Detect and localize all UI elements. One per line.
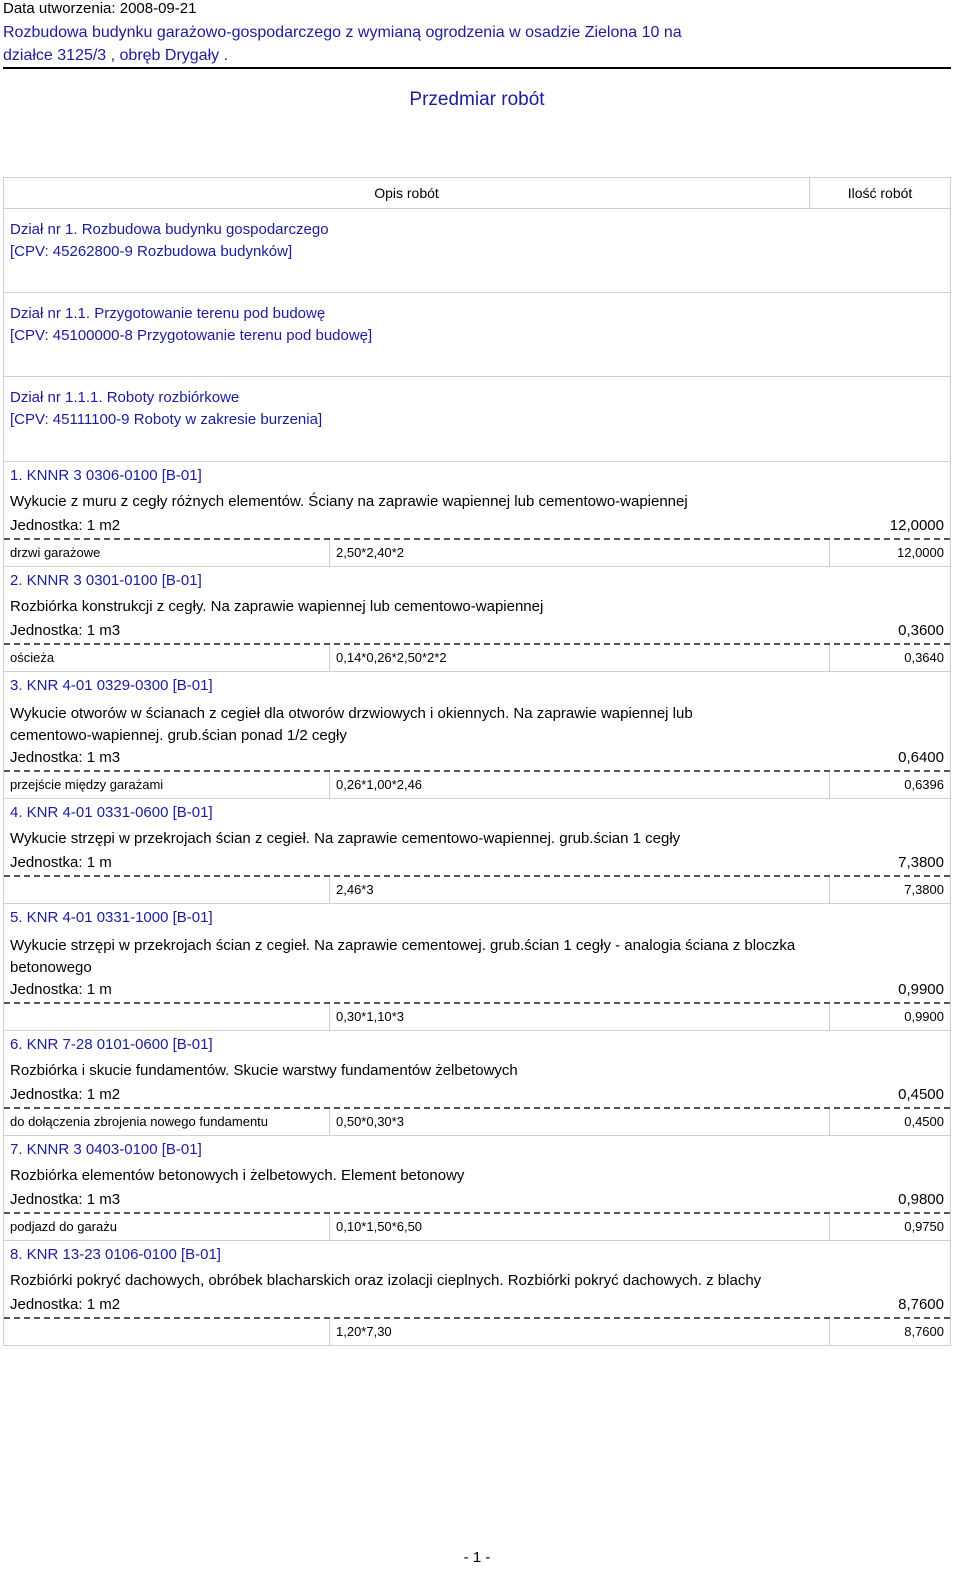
page-number: - 1 - <box>463 1549 491 1566</box>
section-row <box>4 293 950 377</box>
work-item-code: 6. KNR 7-28 0101-0600 [B-01] <box>10 1036 213 1053</box>
work-item-unit-row <box>4 1294 950 1319</box>
work-item-quantity: 0,3600 <box>898 622 944 639</box>
section-title: Dział nr 1.1.1. Roboty rozbiórkowe <box>10 389 240 406</box>
work-item-unit-row <box>4 747 950 772</box>
work-item-quantity: 8,7600 <box>898 1296 944 1313</box>
calculation-row <box>4 772 950 798</box>
work-item-unit: Jednostka: 1 m3 <box>10 622 121 639</box>
calculation-formula: 0,10*1,50*6,50 <box>329 1214 829 1240</box>
calculation-formula: 0,14*0,26*2,50*2*2 <box>329 645 829 671</box>
work-item-unit-row <box>4 1084 950 1109</box>
work-item-quantity: 0,9900 <box>898 981 944 998</box>
creation-date: Data utworzenia: 2008-09-21 <box>3 0 197 17</box>
work-item-unit: Jednostka: 1 m3 <box>10 749 121 766</box>
calculation-row <box>4 1109 950 1135</box>
calculation-value: 12,0000 <box>829 540 950 566</box>
work-item <box>4 1241 950 1345</box>
calculation-value: 0,4500 <box>829 1109 950 1135</box>
section-title: Dział nr 1.1. Przygotowanie terenu pod budowę <box>10 305 326 322</box>
project-title-line1: Rozbudowa budynku garażowo-gospodarczego z wymianą ogrodzenia w osadzie Zielona 10 na <box>3 24 682 41</box>
calculation-row <box>4 1214 950 1240</box>
calculation-formula: 2,50*2,40*2 <box>329 540 829 566</box>
section-cpv: [CPV: 45262800-9 Rozbudowa budynków] <box>10 243 293 260</box>
work-item-quantity: 7,3800 <box>898 854 944 871</box>
work-item-description: Rozbiórka elementów betonowych i żelbetowych. Element betonowy <box>10 1167 465 1184</box>
calculation-value: 0,3640 <box>829 645 950 671</box>
work-item-unit-row <box>4 620 950 645</box>
work-item-description: Wykucie otworów w ścianach z cegieł dla otworów drzwiowych i okiennych. Na zaprawie wapiennej lub cementowo-wapiennej. grub.ścian ponad 1/2 cegły <box>10 705 693 744</box>
calculation-row <box>4 645 950 671</box>
calculation-value: 8,7600 <box>829 1319 950 1345</box>
work-item-description: Wykucie strzępi w przekrojach ścian z cegieł. Na zaprawie cementowej. grub.ścian 1 cegły - analogia ściana z bloczka betonowego <box>10 937 796 976</box>
calculation-value: 0,9900 <box>829 1004 950 1030</box>
project-title-line2: działce 3125/3 , obręb Drygały . <box>3 47 229 64</box>
work-item-unit-row <box>4 852 950 877</box>
bill-of-quantities-table <box>3 177 951 1346</box>
work-item-code: 8. KNR 13-23 0106-0100 [B-01] <box>10 1246 221 1263</box>
work-item-description: Rozbiórka konstrukcji z cegły. Na zaprawie wapiennej lub cementowo-wapiennej <box>10 598 544 615</box>
section-row <box>4 377 950 462</box>
calculation-formula: 0,26*1,00*2,46 <box>329 772 829 798</box>
work-item-description: Wykucie strzępi w przekrojach ścian z cegieł. Na zaprawie cementowo-wapiennej. grub.ścian 1 cegły <box>10 830 681 847</box>
calculation-formula: 0,30*1,10*3 <box>329 1004 829 1030</box>
work-item-unit: Jednostka: 1 m <box>10 981 112 998</box>
section-cpv: [CPV: 45100000-8 Przygotowanie terenu pod budowę] <box>10 327 373 344</box>
work-item-unit-row <box>4 515 950 540</box>
section-row <box>4 209 950 293</box>
column-header-description: Opis robót <box>4 178 810 208</box>
table-header <box>4 178 950 209</box>
work-item <box>4 1031 950 1136</box>
calculation-name: do dołączenia zbrojenia nowego fundamentu <box>10 1114 269 1129</box>
work-item-unit-row <box>4 979 950 1004</box>
work-item-description: Rozbiórki pokryć dachowych, obróbek blacharskich oraz izolacji cieplnych. Rozbiórki pokryć dachowych. z blachy <box>10 1272 762 1289</box>
work-item <box>4 904 950 1031</box>
calculation-row <box>4 877 950 903</box>
calculation-row <box>4 1004 950 1030</box>
calculation-formula: 2,46*3 <box>329 877 829 903</box>
work-item-code: 2. KNNR 3 0301-0100 [B-01] <box>10 572 202 589</box>
work-item <box>4 462 950 567</box>
calculation-value: 0,6396 <box>829 772 950 798</box>
work-item-quantity: 12,0000 <box>889 517 944 534</box>
work-item-description: Wykucie z muru z cegły różnych elementów. Ściany na zaprawie wapiennej lub cementowo-wapiennej <box>10 493 688 510</box>
work-item <box>4 567 950 672</box>
work-item-code: 1. KNNR 3 0306-0100 [B-01] <box>10 467 202 484</box>
work-item-unit-row <box>4 1189 950 1214</box>
column-header-quantity: Ilość robót <box>847 185 913 201</box>
calculation-formula: 0,50*0,30*3 <box>329 1109 829 1135</box>
work-item-code: 7. KNNR 3 0403-0100 [B-01] <box>10 1141 202 1158</box>
work-item-unit: Jednostka: 1 m2 <box>10 1086 121 1103</box>
work-item-code: 3. KNR 4-01 0329-0300 [B-01] <box>10 677 213 694</box>
calculation-row <box>4 1319 950 1345</box>
section-cpv: [CPV: 45111100-9 Roboty w zakresie burzenia] <box>10 411 323 428</box>
calculation-name: ościeża <box>10 650 55 665</box>
work-item-code: 4. KNR 4-01 0331-0600 [B-01] <box>10 804 213 821</box>
document-heading: Przedmiar robót <box>409 89 545 110</box>
work-item-quantity: 0,6400 <box>898 749 944 766</box>
work-item <box>4 799 950 904</box>
calculation-value: 7,3800 <box>829 877 950 903</box>
work-item-quantity: 0,4500 <box>898 1086 944 1103</box>
work-item-code: 5. KNR 4-01 0331-1000 [B-01] <box>10 909 213 926</box>
calculation-value: 0,9750 <box>829 1214 950 1240</box>
work-item-description: Rozbiórka i skucie fundamentów. Skucie warstwy fundamentów żelbetowych <box>10 1062 518 1079</box>
calculation-name: podjazd do garażu <box>10 1219 117 1234</box>
work-item <box>4 1136 950 1241</box>
project-title <box>3 21 951 69</box>
calculation-formula: 1,20*7,30 <box>329 1319 829 1345</box>
work-item-unit: Jednostka: 1 m2 <box>10 1296 121 1313</box>
work-item-unit: Jednostka: 1 m3 <box>10 1191 121 1208</box>
work-item-unit: Jednostka: 1 m2 <box>10 517 121 534</box>
calculation-row <box>4 540 950 566</box>
calculation-name: drzwi garażowe <box>10 545 101 560</box>
work-item-quantity: 0,9800 <box>898 1191 944 1208</box>
section-title: Dział nr 1. Rozbudowa budynku gospodarczego <box>10 221 329 238</box>
calculation-name: przejście między garażami <box>10 777 164 792</box>
work-item-unit: Jednostka: 1 m <box>10 854 112 871</box>
work-item <box>4 672 950 799</box>
